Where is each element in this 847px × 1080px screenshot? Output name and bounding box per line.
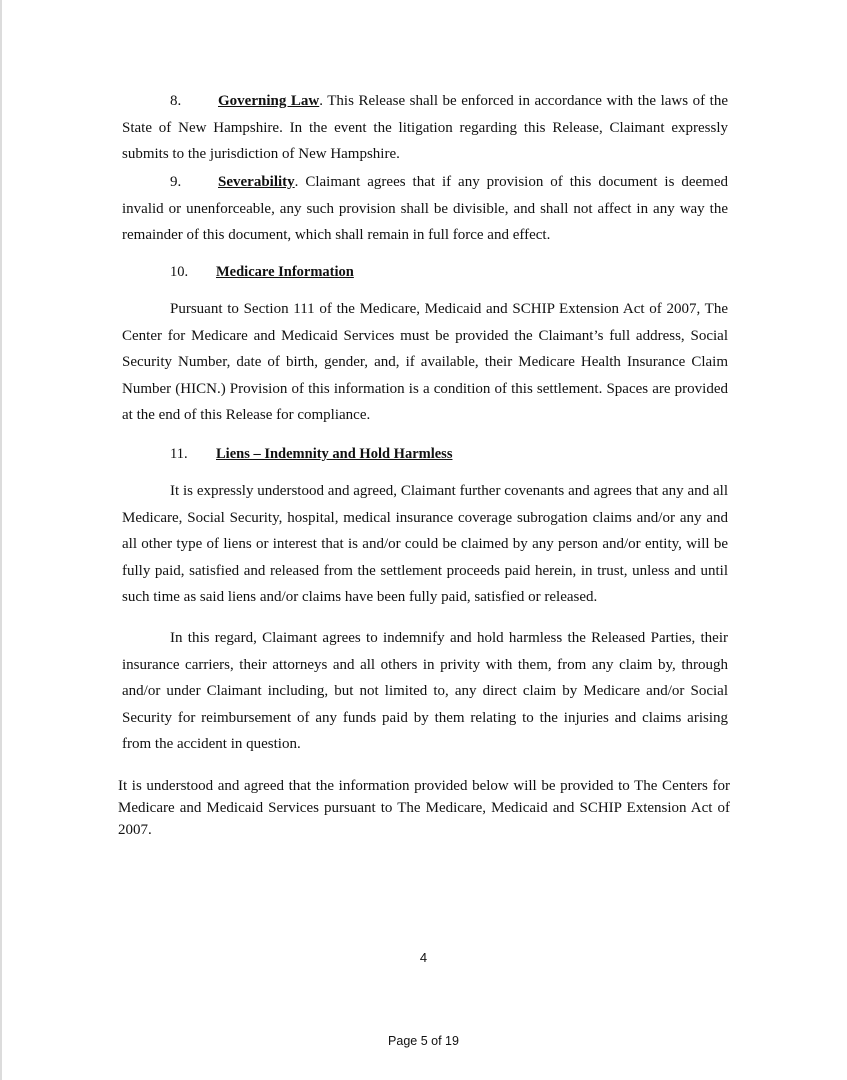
section-8-title: Governing Law: [218, 93, 320, 109]
page-footer: Page 5 of 19: [388, 1034, 459, 1048]
page-number: 4: [419, 950, 428, 965]
section-9-text: . Claimant agrees that if any provision of this document is deemed invalid or unenforceable, any such provision shall be divisible, and shall not affect in any way the remainder of this document, which shall remain in full force and effect.: [122, 174, 728, 243]
section-8-text: . This Release shall be enforced in accordance with the laws of the State of New Hampshire. In the event the litigation regarding this Release, Claimant expressly submits to the jurisdiction of New Hampshire.: [122, 93, 728, 162]
closing-paragraph: It is understood and agreed that the information provided below will be provided to The Centers for Medicare and Medicaid Services pursuant to The Medicare, Medicaid and SCHIP Extension Act of 2007.: [118, 778, 730, 838]
section-9: [122, 169, 728, 249]
section-11-heading: [170, 446, 452, 463]
section-11-paragraph-2: In this regard, Claimant agrees to indemnify and hold harmless the Released Parties, their insurance carriers, their attorneys and all others in privity with them, from any claim by, through and/or under Claimant including, but not limited to, any direct claim by Medicare and/or Social Security for reimbursement of any funds paid by them relating to the injuries and claims arising from the accident in question.: [122, 630, 728, 752]
section-11-paragraph-1: It is expressly understood and agreed, Claimant further covenants and agrees that any and all Medicare, Social Security, hospital, medical insurance coverage subrogation claims and/or any and all other type of liens or interest that is and/or could be claimed by any person and/or entity, will be fully paid, satisfied and released from the settlement proceeds paid herein, in trust, unless and until such time as said liens and/or claims have been fully paid, satisfied or released.: [122, 483, 728, 605]
section-10-title: Medicare Information: [216, 264, 354, 280]
section-10-heading: [170, 264, 354, 281]
section-11-number: 11.: [170, 446, 188, 462]
section-10-paragraph: Pursuant to Section 111 of the Medicare, Medicaid and SCHIP Extension Act of 2007, The Center for Medicare and Medicaid Services must be provided the Claimant’s full address, Social Security Number, date of birth, gender, and, if available, their Medicare Health Insurance Claim Number (HICN.) Provision of this information is a condition of this settlement. Spaces are provided at the end of this Release for compliance.: [122, 301, 728, 423]
section-11-title: Liens – Indemnity and Hold Harmless: [216, 446, 453, 462]
section-9-title: Severability: [218, 174, 295, 190]
section-8: [122, 88, 728, 168]
section-10-number: 10.: [170, 264, 189, 280]
scan-edge: [0, 0, 2, 1080]
section-9-number: 9.: [170, 174, 182, 190]
section-8-number: 8.: [170, 93, 182, 109]
